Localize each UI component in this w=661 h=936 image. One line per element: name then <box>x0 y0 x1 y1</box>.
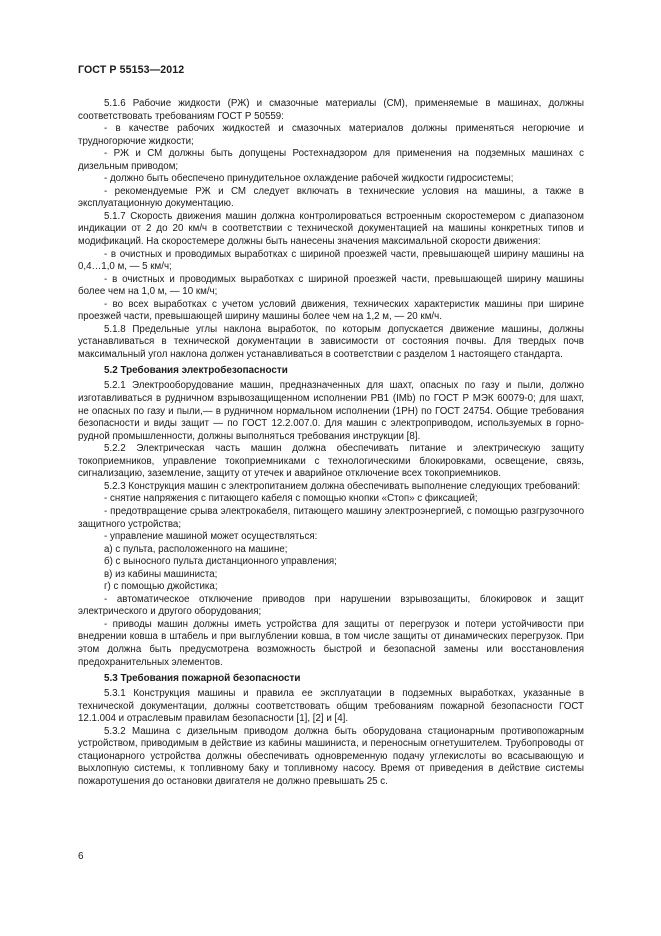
paragraph: 5.2.1 Электрооборудование машин, предназначенных для шахт, опасных по газу и пыли, должно изготавливаться в рудничном взрывозащищенном исполнении РВ1 (IMb) по ГОСТ Р МЭК 60079-0; для шахт, не опасных по газу и пыли,— в рудничном нормальном исполнении (1РН) по ГОСТ 24754. Общие требования безопасности и виды защит — по ГОСТ 12.2.007.0. Для машин с электроприводом, используемых в горно-рудной промышленности, должны выполняться требования инструкции [8]. <box>78 380 584 442</box>
list-item: - во всех выработках с учетом условий движения, технических характеристик машины при ширине проезжей части, превышающей ширину машины более чем на 1,2 м, — 20 км/ч. <box>78 298 584 323</box>
list-item: - предотвращение срыва электрокабеля, питающего машину электроэнергией, с помощью разгрузочного защитного устройства; <box>78 505 584 530</box>
standard-code-header: ГОСТ Р 55153—2012 <box>78 64 185 76</box>
list-item: - в очистных и проводимых выработках с шириной проезжей части, превышающей ширину машины на 0,4…1,0 м, — 5 км/ч; <box>78 248 584 273</box>
paragraph: 5.2.2 Электрическая часть машин должна обеспечивать питание и электрическую защиту токоприемников, управление токоприемниками с технологическими блокировками, освещение, связь, сигнализацию, заземление, защиту от утечек и аварийное отключение всех токоприемников. <box>78 443 584 480</box>
list-item: г) с помощью джойстика; <box>104 581 218 593</box>
list-item: - приводы машин должны иметь устройства для защиты от перегрузок и потери устойчивости при внедрении ковша в штабель и при выглублении ковша, в том числе защиты от динамических перегрузок. При этом должна быть предусмотрена возможность быстрой и безопасной замены или восстановления предохранительных элементов. <box>78 618 584 668</box>
list-item: б) с выносного пульта дистанционного управления; <box>104 556 337 568</box>
section-heading: 5.2 Требования электробезопасности <box>104 365 288 377</box>
list-item: - управление машиной может осуществляться: <box>104 531 318 543</box>
list-item: - в очистных и проводимых выработках с шириной проезжей части, превышающей ширину машины более чем на 1,0 м, — 10 км/ч; <box>78 273 584 298</box>
list-item: в) из кабины машиниста; <box>104 568 218 580</box>
section-heading: 5.3 Требования пожарной безопасности <box>104 673 301 685</box>
list-item: - должно быть обеспечено принудительное охлаждение рабочей жидкости гидросистемы; <box>104 173 514 185</box>
paragraph: 5.1.6 Рабочие жидкости (РЖ) и смазочные материалы (СМ), применяемые в машинах, должны соответствовать требованиям ГОСТ Р 50559: <box>78 98 584 122</box>
paragraph: 5.2.3 Конструкция машин с электропитанием должна обеспечивать выполнение следующих требований: <box>104 480 581 492</box>
list-item: - снятие напряжения с питающего кабеля с помощью кнопки «Стоп» с фиксацией; <box>104 493 478 505</box>
paragraph: 5.3.1 Конструкция машины и правила ее эксплуатации в подземных выработках, указанные в технической документации, должны соответствовать общим требованиям пожарной безопасности ГОСТ 12.1.004 и отраслевым правилам безопасности [1], [2] и [4]. <box>78 688 584 725</box>
list-item: - в качестве рабочих жидкостей и смазочных материалов должны применяться негорючие и трудногорючие жидкости; <box>78 123 584 147</box>
list-item: - автоматическое отключение приводов при нарушении взрывозащиты, блокировок и защит электрического и другого оборудования; <box>78 593 584 618</box>
paragraph: 5.3.2 Машина с дизельным приводом должна быть оборудована стационарным противопожарным устройством, приводимым в действие из кабины машиниста, и переносным огнетушителем. Трубопроводы от стационарного устройства должны обеспечивать одновременную подачу углекислоты во всасывающую и выхлопную системы, к топливному баку и топливному насосу. Время от приведения в действие системы пожаротушения до остановки двигателя не должно превышать 25 с. <box>78 725 584 787</box>
paragraph: 5.1.7 Скорость движения машин должна контролироваться встроенным скоростемером с диапазоном индикации от 2 до 20 км/ч в соответствии с технической документацией на машины конкретных типов и модификаций. На скоростемере должны быть нанесены значения максимальной скорости движения: <box>78 210 584 248</box>
list-item: а) с пульта, расположенного на машине; <box>104 543 288 555</box>
paragraph: 5.1.8 Предельные углы наклона выработок, по которым допускается движение машины, должны устанавливаться в технической документации в зависимости от состояния почвы. Для твердых почв максимальный угол наклона должен устанавливаться в соответствии с разделом 1 настоящего стандарта. <box>78 323 584 360</box>
list-item: - рекомендуемые РЖ и СМ следует включать в технические условия на машины, а также в эксплуатационную документацию. <box>78 185 584 210</box>
document-body <box>78 98 584 788</box>
list-item: - РЖ и СМ должны быть допущены Ростехнадзором для применения на подземных машинах с дизельным приводом; <box>78 148 584 172</box>
page-number: 6 <box>78 851 84 862</box>
